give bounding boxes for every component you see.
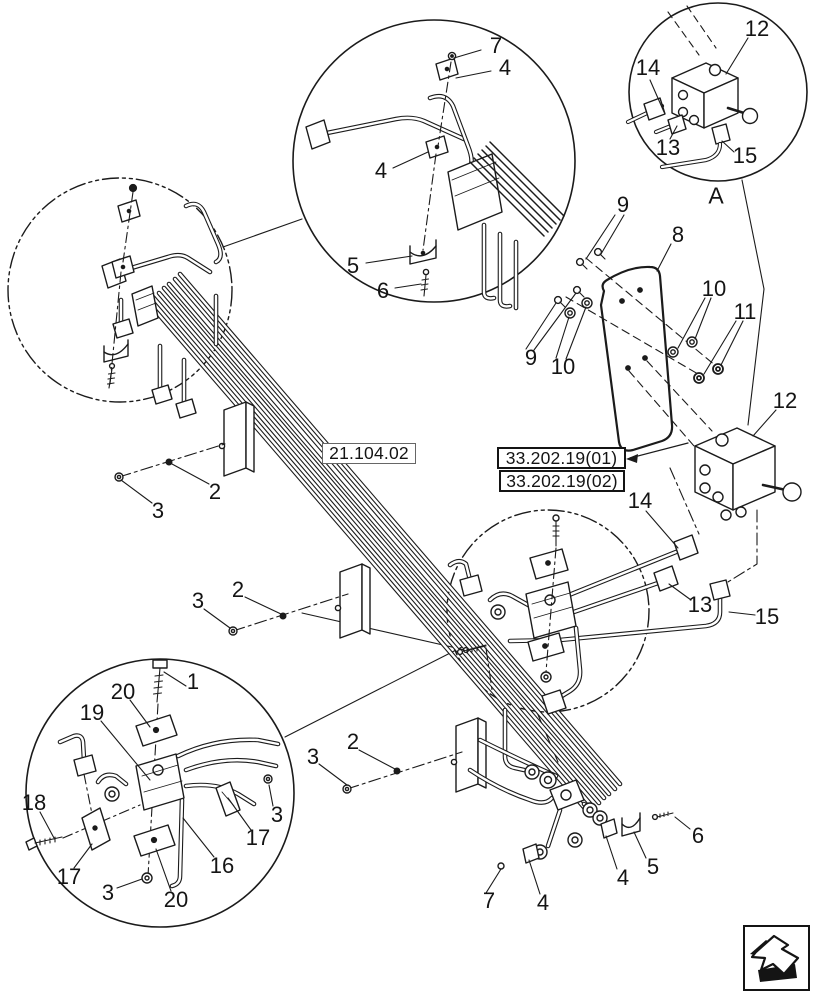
detail-bottom-left-content	[26, 660, 278, 889]
callout-2[interactable]: 2	[208, 479, 222, 504]
callout-19[interactable]: 19	[79, 700, 105, 725]
callout-6[interactable]: 6	[691, 823, 705, 848]
callout-10[interactable]: 10	[550, 354, 576, 379]
callout-16[interactable]: 16	[209, 853, 235, 878]
callout-15[interactable]: 15	[732, 143, 758, 168]
main-tube-bundle	[148, 274, 673, 869]
callout-20[interactable]: 20	[163, 887, 189, 912]
callout-11[interactable]: 11	[733, 299, 757, 324]
callout-4[interactable]: 4	[498, 55, 512, 80]
ref-box-arrow	[626, 443, 688, 463]
callout-10[interactable]: 10	[701, 276, 727, 301]
callout-13[interactable]: 13	[655, 135, 681, 160]
callout-7[interactable]: 7	[482, 888, 496, 913]
callout-1[interactable]: 1	[186, 669, 200, 694]
callout-4[interactable]: 4	[374, 158, 388, 183]
callout-18[interactable]: 18	[21, 790, 47, 815]
callout-8[interactable]: 8	[671, 222, 685, 247]
clamp-fastener-axes	[115, 443, 462, 793]
callout-2[interactable]: 2	[346, 729, 360, 754]
callout-9[interactable]: 9	[616, 192, 630, 217]
callout-4[interactable]: 4	[536, 890, 550, 915]
callout-6[interactable]: 6	[376, 278, 390, 303]
callout-3[interactable]: 3	[151, 498, 165, 523]
detail-circle-top-middle	[293, 20, 575, 302]
callout-3[interactable]: 3	[306, 744, 320, 769]
callout-14[interactable]: 14	[627, 488, 653, 513]
callout-13[interactable]: 13	[687, 592, 713, 617]
ref-box-33-202-19-02[interactable]	[499, 470, 625, 492]
callout-20[interactable]: 20	[110, 679, 136, 704]
callout-2[interactable]: 2	[231, 577, 245, 602]
callout-3[interactable]: 3	[191, 588, 205, 613]
ref-box-21-104-02[interactable]	[322, 443, 416, 464]
detail-view-a-label: A	[708, 182, 724, 209]
ref-box-label: 21.104.02	[329, 443, 409, 463]
callout-5[interactable]: 5	[346, 253, 360, 278]
callout-7[interactable]: 7	[489, 33, 503, 58]
callout-14[interactable]: 14	[635, 55, 661, 80]
callout-9[interactable]: 9	[524, 345, 538, 370]
ref-box-label: 33.202.19(02)	[506, 470, 618, 491]
callout-3[interactable]: 3	[270, 802, 284, 827]
ref-box-33-202-19-01[interactable]	[497, 447, 626, 469]
callout-12[interactable]: 12	[744, 16, 770, 41]
page-direction-icon[interactable]	[743, 925, 810, 991]
ref-box-label: 33.202.19(01)	[505, 447, 618, 468]
valve-block-12	[670, 428, 801, 585]
callout-12[interactable]: 12	[772, 388, 798, 413]
callout-5[interactable]: 5	[646, 854, 660, 879]
callout-17[interactable]: 17	[56, 864, 82, 889]
callout-17[interactable]: 17	[245, 825, 271, 850]
page-direction-arrow-glyph	[745, 927, 807, 987]
callout-15[interactable]: 15	[754, 604, 780, 629]
mounting-plate-group	[555, 249, 723, 451]
callout-3[interactable]: 3	[101, 880, 115, 905]
callout-4[interactable]: 4	[616, 865, 630, 890]
